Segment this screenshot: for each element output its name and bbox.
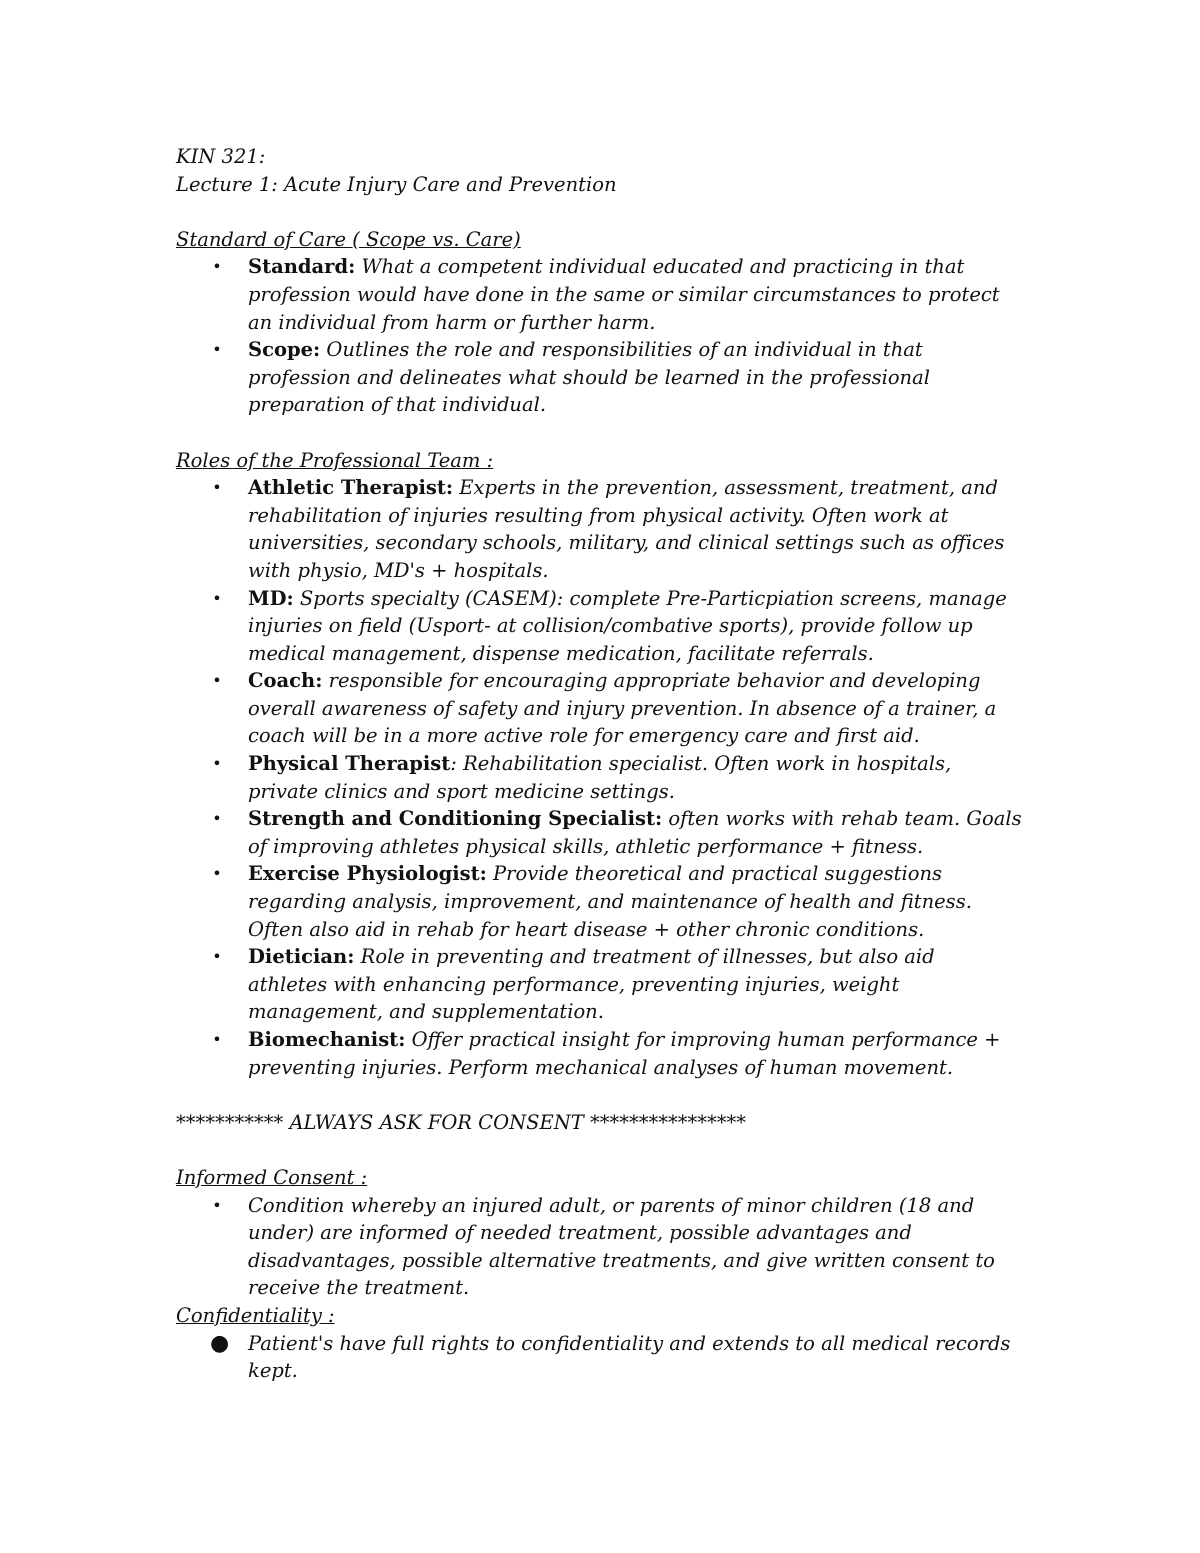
item-description: Patient's have full rights to confidentiality and extends to all medical records kept. bbox=[248, 1331, 1011, 1383]
bullet-icon: • bbox=[212, 754, 222, 774]
item-description: Sports specialty (CASEM): complete Pre-Particpiation screens, manage injuries on field (Usport- at collision/combative sports), provide follow up medical management, dispense medication, facilitate referrals. bbox=[248, 586, 1007, 665]
list-item bbox=[176, 943, 1018, 1026]
item-description: Condition whereby an injured adult, or parents of minor children (18 and under) are informed of needed treatment, possible advantages and disadvantages, possible alternative treatments, and give written consent to receive the treatment. bbox=[248, 1193, 995, 1300]
bullet-icon: • bbox=[212, 588, 222, 608]
item-term: Athletic Therapist: bbox=[248, 476, 454, 500]
bullet-icon: • bbox=[212, 947, 222, 967]
list-item bbox=[176, 336, 1023, 419]
item-term: Biomechanist: bbox=[248, 1028, 406, 1051]
course-code: KIN 321: bbox=[176, 145, 266, 168]
item-description: : Rehabilitation specialist. Often work in hospitals, private clinics and sport medicine settings. bbox=[248, 752, 952, 803]
roles-heading: Roles of the Professional Team : bbox=[176, 448, 494, 472]
bullet-icon: • bbox=[212, 809, 222, 829]
item-term: Strength and Conditioning Specialist: bbox=[248, 807, 663, 831]
item-description: Role in preventing and treatment of illnesses, but also aid athletes with enhancing performance, preventing injuries, weight management, and supplementation. bbox=[248, 945, 935, 1024]
standard-of-care-list bbox=[176, 253, 1056, 419]
informed-consent-list bbox=[176, 1192, 1056, 1302]
confidentiality-heading: Confidentiality : bbox=[176, 1303, 335, 1327]
list-item bbox=[176, 860, 1018, 943]
consent-banner: *********** ALWAYS ASK FOR CONSENT **************** bbox=[176, 1110, 747, 1134]
bullet-icon: ● bbox=[210, 1330, 230, 1356]
list-item bbox=[176, 474, 1018, 584]
item-description: Outlines the role and responsibilities of an individual in that profession and delineates what should be learned in the professional preparation of that individual. bbox=[248, 338, 930, 417]
item-term: Standard: bbox=[248, 255, 356, 279]
standard-of-care-heading: Standard of Care ( Scope vs. Care) bbox=[176, 227, 521, 251]
item-description: Offer practical insight for improving human performance + preventing injuries. Perform mechanical analyses of human movement. bbox=[248, 1028, 1001, 1079]
list-item bbox=[176, 1026, 1018, 1081]
list-item bbox=[176, 750, 1018, 805]
spacer bbox=[176, 198, 1056, 226]
list-item bbox=[176, 253, 1028, 336]
item-term: Dietician: bbox=[248, 945, 355, 969]
spacer bbox=[176, 1081, 1056, 1109]
list-item bbox=[176, 1192, 1008, 1302]
informed-consent-heading: Informed Consent : bbox=[176, 1165, 368, 1189]
item-term: Physical Therapist bbox=[248, 752, 451, 776]
item-description: often works with rehab team. Goals of improving athletes physical skills, athletic performance + fitness. bbox=[248, 807, 1022, 858]
bullet-icon: • bbox=[212, 257, 222, 277]
list-item bbox=[176, 805, 1038, 860]
bullet-icon: • bbox=[212, 1195, 222, 1215]
bullet-icon: • bbox=[212, 671, 222, 691]
roles-list bbox=[176, 474, 1056, 1081]
list-item bbox=[176, 667, 1018, 750]
bullet-icon: • bbox=[212, 340, 222, 360]
list-item bbox=[176, 1330, 1018, 1385]
spacer bbox=[176, 1136, 1056, 1164]
spacer bbox=[176, 419, 1056, 447]
item-term: Exercise Physiologist: bbox=[248, 862, 487, 886]
document-page bbox=[176, 143, 1056, 1385]
item-term: Scope: bbox=[248, 338, 321, 362]
confidentiality-list bbox=[176, 1330, 1056, 1385]
bullet-icon: • bbox=[212, 1030, 222, 1049]
bullet-icon: • bbox=[212, 864, 222, 884]
item-description: What a competent individual educated and practicing in that profession would have done in the same or similar circumstances to protect an individual from harm or further harm. bbox=[248, 255, 1000, 334]
item-description: Experts in the prevention, assessment, treatment, and rehabilitation of injuries resulting from physical activity. Often work at universities, secondary schools, military, and clinical settings such as offices with physio, MD's + hospitals. bbox=[248, 476, 1005, 582]
item-description: Provide theoretical and practical suggestions regarding analysis, improvement, and maintenance of health and fitness. Often also aid in rehab for heart disease + other chronic conditions. bbox=[248, 862, 972, 941]
item-term: Coach: bbox=[248, 669, 323, 693]
item-term: MD: bbox=[248, 586, 294, 610]
item-description: responsible for encouraging appropriate behavior and developing overall awareness of safety and injury prevention. In absence of a trainer, a coach will be in a more active role for emergency care and first aid. bbox=[248, 669, 997, 748]
bullet-icon: • bbox=[212, 478, 222, 498]
lecture-title: Lecture 1: Acute Injury Care and Prevention bbox=[176, 172, 617, 196]
list-item bbox=[176, 585, 1018, 668]
